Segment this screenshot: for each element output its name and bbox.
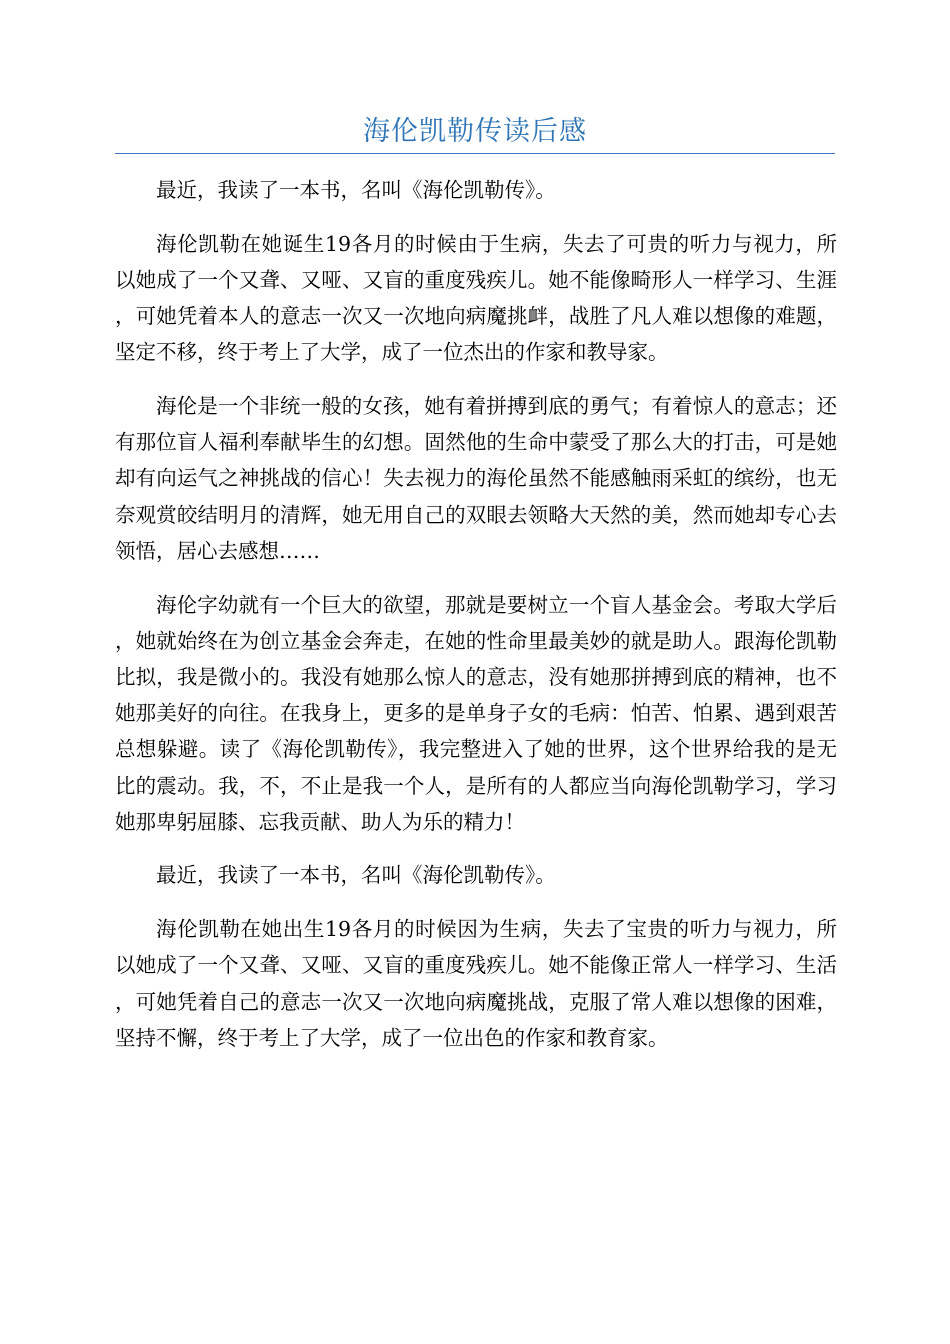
paragraph-4: 海伦字幼就有一个巨大的欲望，那就是要树立一个盲人基金会。考取大学后，她就始终在为创立基金会奔走，在她的性命里最美妙的就是助人。跟海伦凯勒比拟，我是微小的。我没有她那么惊人的意志，没有她那拼搏到底的精神，也不她那美好的向往。在我身上，更多的是单身子女的毛病：怕苦、怕累、遇到艰苦总想躲避。读了《海伦凯勒传》，我完整进入了她的世界，这个世界给我的是无比的震动。我，不，不止是我一个人，是所有的人都应当向海伦凯勒学习，学习她那卑躬屈膝、忘我贡献、助人为乐的精力！ <box>115 592 837 834</box>
document-body <box>115 172 837 1073</box>
title-underline <box>115 153 835 154</box>
paragraph-3: 海伦是一个非统一般的女孩，她有着拼搏到底的勇气；有着惊人的意志；还有那位盲人福利奉献毕生的幻想。固然他的生命中蒙受了那么大的打击，可是她却有向运气之神挑战的信心！失去视力的海伦虽然不能感触雨采虹的缤纷，也无奈观赏皎结明月的清辉，她无用自己的双眼去领略大天然的美，然而她却专心去领悟，居心去感想…… <box>115 394 837 563</box>
paragraph-1: 最近，我读了一本书，名叫《海伦凯勒传》。 <box>156 178 556 202</box>
paragraph-2: 海伦凯勒在她诞生19各月的时候由于生病，失去了可贵的听力与视力，所以她成了一个又聋、又哑、又盲的重度残疾儿。她不能像畸形人一样学习、生涯，可她凭着本人的意志一次又一次地向病魔挑衅，战胜了凡人难以想像的难题，坚定不移，终于考上了大学，成了一位杰出的作家和教导家。 <box>115 231 837 365</box>
document-title: 海伦凯勒传读后感 <box>363 116 587 147</box>
paragraph-5: 最近，我读了一本书，名叫《海伦凯勒传》。 <box>156 863 556 888</box>
paragraph-6: 海伦凯勒在她出生19各月的时候因为生病，失去了宝贵的听力与视力，所以她成了一个又聋、又哑、又盲的重度残疾儿。她不能像正常人一样学习、生活，可她凭着自己的意志一次又一次地向病魔挑战，克服了常人难以想像的困难，坚持不懈，终于考上了大学，成了一位出色的作家和教育家。 <box>115 917 837 1050</box>
